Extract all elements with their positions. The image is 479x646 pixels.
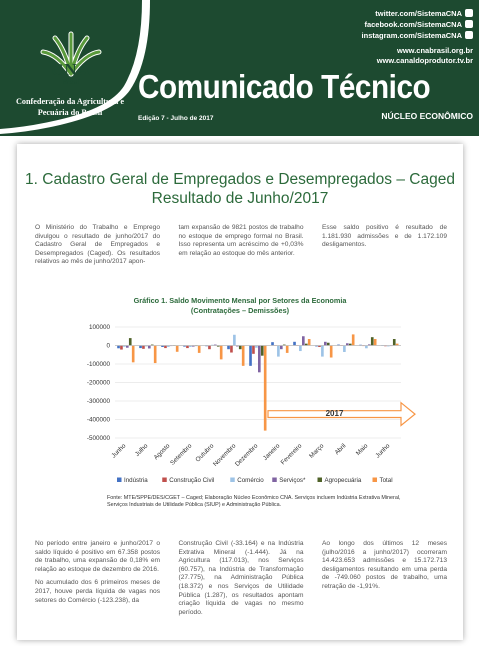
x-tick-label: Abril — [333, 442, 348, 457]
bar-indstria — [293, 342, 296, 346]
legend-swatch — [162, 478, 167, 483]
year-2017-label: 2017 — [325, 409, 344, 419]
bar-total — [286, 346, 289, 353]
bar-total — [264, 346, 267, 431]
paragraph: O Ministério do Trabalho e Emprego divulgou o resultado de junho/2017 do Cadastro Geral de Empregados e Desempregados (Caged). Os resultados relativos ao mês de junho/2017 apon- — [35, 224, 160, 266]
logo-text: CNA — [51, 60, 91, 79]
social-link-instagram[interactable] — [362, 30, 473, 40]
document-page — [17, 144, 463, 640]
y-tick-label: 0 — [106, 342, 110, 350]
chart-subtitle-line: (Contratações – Demissões) — [190, 305, 290, 315]
x-tick-label: Junho — [110, 442, 128, 460]
y-tick-label: -300000 — [86, 398, 110, 406]
bar-agropecuria — [129, 338, 132, 345]
website-links — [377, 46, 473, 66]
legend-swatch — [318, 478, 323, 483]
legend-swatch — [373, 478, 378, 483]
x-tick-label: Junho — [374, 442, 392, 460]
bar-indstria — [271, 342, 274, 345]
bar-comrcio — [343, 346, 346, 352]
bar-construocivil — [142, 346, 145, 349]
website-link-canal[interactable]: www.canaldoprodutor.tv.br — [376, 56, 473, 65]
x-tick-label: Março — [308, 442, 326, 460]
paragraph: No período entre janeiro e junho/2017 o saldo líquido é positivo em 67.358 postos de trabalho, uma expansão de 0,18% em relação ao estoque de dezembro de 2016. — [35, 540, 160, 573]
body-column-1 — [35, 540, 160, 617]
bar-total — [198, 346, 201, 353]
legend-label: Comércio — [237, 477, 264, 484]
x-tick-label: Dezembro — [233, 442, 260, 468]
section-label: NÚCLEO ECONÔMICO — [381, 111, 473, 121]
paragraph: Ao longo dos últimos 12 meses (julho/2016 a junho/2017) ocorreram 14.423.653 admissões e 15.172.713 desligamentos resultando em uma perda de -749.060 postos de trabalho, uma retração de -1,91%. — [322, 540, 447, 590]
bar-indstria — [227, 346, 230, 350]
body-column-3 — [322, 540, 447, 617]
bar-total — [132, 346, 135, 363]
bar-servios — [302, 336, 305, 345]
bar-total — [352, 334, 355, 345]
bar-construocivil — [186, 346, 189, 349]
x-tick-label: Setembro — [169, 442, 194, 467]
legend-label: Indústria — [124, 477, 148, 484]
instagram-icon — [465, 31, 473, 39]
bar-construocivil — [208, 346, 211, 350]
bar-comrcio — [233, 335, 236, 346]
social-link-text: instagram.com/SistemaCNA — [361, 30, 462, 40]
bar-comrcio — [299, 346, 302, 352]
bar-servios — [324, 342, 327, 346]
y-tick-label: -200000 — [86, 379, 110, 387]
bar-indstria — [139, 346, 142, 349]
bar-construocivil — [252, 346, 255, 354]
y-tick-label: -100000 — [86, 361, 110, 369]
bar-total — [176, 346, 179, 352]
social-links — [362, 8, 473, 41]
paragraph: tam expansão de 9821 postos de trabalho no estoque de emprego formal no Brasil. Isso representa um acréscimo de +0,03% em relação ao estoque do mês anterior. — [178, 224, 304, 257]
bar-construocivil — [230, 346, 233, 353]
x-tick-label: Outubro — [194, 442, 216, 464]
edition-label: Edição 7 - Julho de 2017 — [138, 115, 214, 122]
x-tick-label: Fevereiro — [279, 442, 304, 467]
bar-servios — [148, 346, 151, 349]
body-columns — [35, 540, 447, 617]
article-headline — [17, 170, 463, 208]
bar-total — [154, 346, 157, 364]
bar-agropecuria — [239, 346, 242, 350]
chart-canvas — [17, 294, 463, 516]
intro-column-3 — [322, 224, 447, 267]
bar-total — [374, 339, 377, 345]
headline-line-2: Resultado de Junho/2017 — [151, 190, 329, 207]
paragraph: No acumulado dos 6 primeiros meses de 2017, houve perda líquida de vagas nos setores do Comércio (-123.238), da — [35, 579, 160, 604]
y-tick-label: 100000 — [88, 324, 110, 332]
bar-total — [330, 346, 333, 358]
organization-name: Confederação da Agricultura e Pecuária do Brasil — [15, 97, 124, 117]
bar-servios — [258, 346, 261, 373]
bar-total — [220, 346, 223, 360]
bar-comrcio — [365, 346, 368, 349]
logo-subtext: Brasil — [62, 78, 80, 86]
headline-line-1: 1. Cadastro Geral de Empregados e Desempregados – Caged — [25, 171, 455, 188]
bar-agropecuria — [371, 337, 374, 345]
bar-construocivil — [164, 346, 167, 349]
bar-agropecuria — [261, 346, 264, 356]
bar-total — [242, 346, 245, 366]
chart-source-note: Fonte: MTE/SPPE/DES/CGET – Caged; Elaboração Núcleo Econômico CNA. Serviços incluem Indústria Extrativa Mineral, Serviços Industriais de Utilidade Pública (SIUP) e Administração Pública. — [107, 495, 401, 509]
facebook-icon — [465, 20, 473, 28]
header-banner — [0, 0, 479, 136]
paragraph: Esse saldo positivo é resultado de 1.181.930 admissões e de 1.172.109 desligamentos. — [322, 224, 447, 249]
x-tick-label: Julho — [133, 442, 150, 459]
bar-total — [308, 339, 311, 345]
y-tick-label: -500000 — [86, 435, 110, 443]
legend-label: Agropecuária — [324, 477, 362, 484]
bar-indstria — [249, 346, 252, 366]
social-link-facebook[interactable] — [362, 19, 473, 29]
legend-label: Serviços* — [279, 477, 306, 484]
x-tick-label: Novembro — [211, 442, 238, 468]
sector-balance-chart — [17, 294, 463, 516]
bar-servios — [280, 346, 283, 350]
x-tick-label: Maio — [354, 442, 370, 458]
legend-swatch — [117, 478, 122, 483]
x-tick-label: Janeiro — [261, 442, 282, 463]
website-link-cna[interactable]: www.cnabrasil.org.br — [397, 46, 473, 55]
twitter-icon — [465, 9, 473, 17]
social-link-text: facebook.com/SistemaCNA — [364, 19, 462, 29]
bar-indstria — [117, 346, 120, 349]
bar-construocivil — [120, 346, 123, 350]
legend-swatch — [230, 478, 235, 483]
x-tick-label: Agosto — [152, 442, 172, 462]
paragraph: Construção Civil (-33.164) e na Indústria Extrativa Mineral (-1.444). Já na Agricultura (117.013), nos Serviços (60.757), na Indústria de Transformação (27.775), na Administração Pública (18.372) e nos Serviços de Utilidade Pública (1.287), os resultados apontam criação líquida de vagas no mesmo período. — [178, 540, 304, 616]
social-link-text: twitter.com/SistemaCNA — [375, 8, 462, 18]
page-title: Comunicado Técnico — [138, 68, 431, 105]
intro-columns — [35, 224, 447, 267]
bar-agropecuria — [393, 339, 396, 345]
intro-column-1 — [35, 224, 160, 267]
y-tick-label: -400000 — [86, 416, 110, 424]
bar-comrcio — [321, 346, 324, 357]
bar-agropecuria — [327, 343, 330, 346]
legend-label: Total — [379, 477, 393, 484]
legend-swatch — [272, 478, 277, 483]
chart-title-line: Gráfico 1. Saldo Movimento Mensal por Setores da Economia — [133, 296, 347, 305]
social-link-twitter[interactable] — [362, 8, 473, 18]
bar-comrcio — [277, 346, 280, 357]
intro-column-2 — [179, 224, 304, 267]
legend-label: Construção Civil — [169, 477, 215, 484]
body-column-2 — [179, 540, 304, 617]
